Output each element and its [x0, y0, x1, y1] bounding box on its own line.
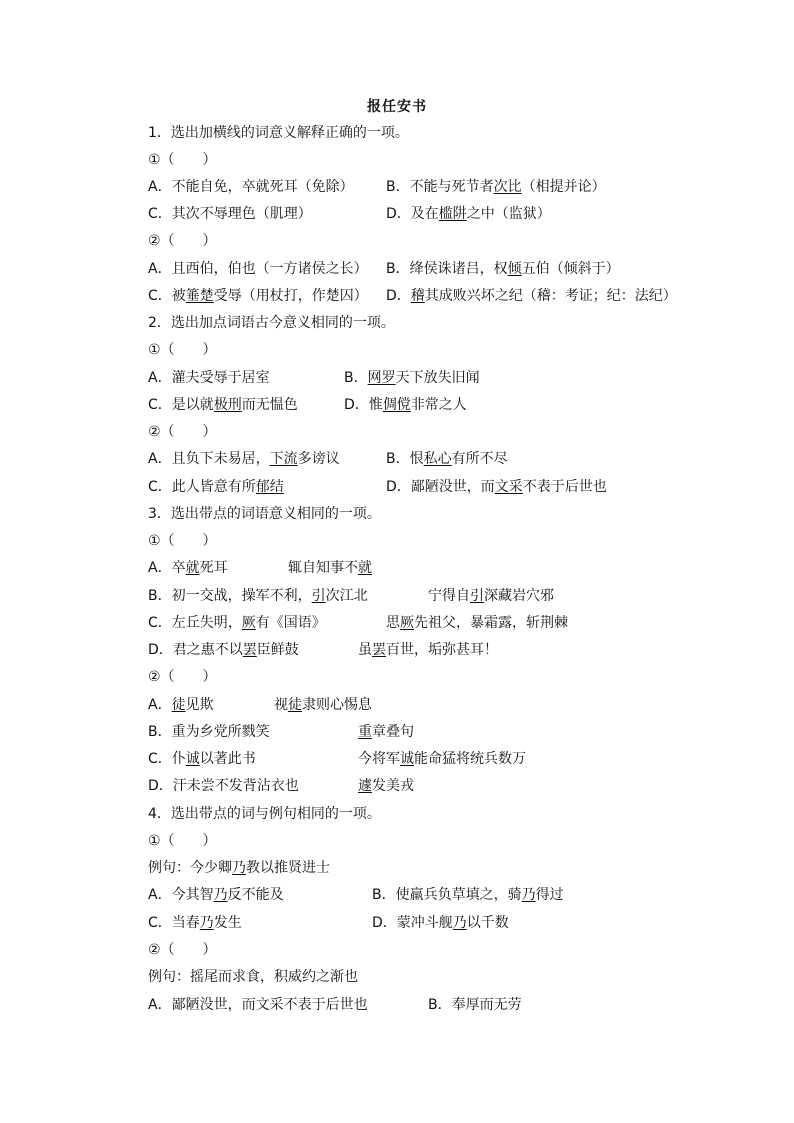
text-run: 能命猛将统兵数万	[414, 751, 526, 767]
option-second-column	[288, 559, 372, 577]
marked-word: 遽	[358, 778, 372, 794]
text-run: （相提并论）	[521, 179, 606, 195]
text-line	[148, 423, 217, 441]
text-run: 以千数	[466, 915, 509, 931]
text-run: C．当春	[148, 915, 200, 931]
text-run: B．	[344, 370, 368, 386]
text-run: 视	[274, 697, 288, 713]
marked-word: 倾	[507, 261, 522, 277]
text-line	[148, 260, 368, 278]
marked-word: 私心	[423, 451, 452, 467]
text-line	[148, 777, 299, 795]
text-run: 五伯（倾斜于）	[521, 261, 620, 277]
text-run: A．且负下未易居，	[148, 451, 270, 467]
text-run: 得过	[535, 887, 564, 903]
text-run: A．灌夫受辱于居室	[148, 370, 270, 386]
text-run: ①（ ）	[148, 152, 217, 168]
text-run: A．卒	[148, 560, 186, 576]
text-run: A．鄙陋没世，而文采不表于后世也	[148, 997, 368, 1013]
marked-word: 网罗	[367, 370, 396, 386]
text-run: D．及在	[386, 206, 439, 222]
text-run: 见欺	[185, 697, 214, 713]
text-run: B．使羸兵负草填之，骑	[372, 887, 522, 903]
text-run: 今将军	[358, 751, 400, 767]
text-line	[148, 668, 217, 686]
text-line	[148, 587, 368, 605]
text-line	[148, 941, 217, 959]
text-run: A．今其智	[148, 887, 214, 903]
marked-word: 郁结	[255, 479, 284, 495]
document-title: 报任安书	[367, 99, 427, 115]
option-second-column	[358, 777, 414, 795]
text-line	[148, 614, 326, 632]
option-second-column	[274, 696, 372, 714]
text-line	[148, 205, 312, 223]
text-run: 受辱（用杖打，作楚囚）	[213, 288, 368, 304]
text-line	[148, 832, 217, 850]
text-run: D．君之惠不以	[148, 642, 243, 658]
text-line	[148, 750, 256, 768]
text-run: 教以推贤进士	[246, 860, 330, 876]
text-line	[148, 559, 228, 577]
text-line	[148, 641, 299, 659]
text-run: 思	[386, 615, 400, 631]
marked-word: 就	[358, 560, 372, 576]
text-line	[148, 886, 284, 904]
marked-word: 乃	[521, 887, 536, 903]
marked-word: 引	[470, 588, 484, 604]
text-run: B．初一交战，操军不利，	[148, 588, 312, 604]
text-run: 4．选出带点的词与例句相同的一项。	[148, 806, 381, 822]
option-second-column	[344, 396, 467, 414]
text-line	[148, 314, 395, 332]
text-run: 发生	[213, 915, 242, 931]
option-second-column	[386, 450, 508, 468]
text-line	[148, 287, 368, 305]
text-run: C．左丘失明，	[148, 615, 242, 631]
marked-word: 倜傥	[382, 397, 411, 413]
text-run: 而无愠色	[241, 397, 298, 413]
text-run: 虽	[358, 642, 372, 658]
text-run: 之中（监狱）	[466, 206, 551, 222]
marked-word: 诚	[185, 751, 200, 767]
text-line	[148, 505, 381, 523]
text-run: A．且西伯，伯也（一方诸侯之长）	[148, 261, 368, 277]
option-second-column	[386, 205, 551, 223]
text-line	[148, 723, 270, 741]
option-second-column	[386, 178, 606, 196]
option-second-column	[428, 996, 522, 1014]
option-second-column	[358, 641, 498, 659]
text-run: A．不能自免，卒就死耳（免除）	[148, 179, 354, 195]
marked-word: 引	[311, 588, 326, 604]
option-second-column	[386, 614, 568, 632]
text-run: 臣鲜鼓	[256, 642, 299, 658]
text-line	[148, 805, 381, 823]
text-run: 死耳	[199, 560, 228, 576]
text-run: D．	[386, 288, 411, 304]
text-run: 次江北	[325, 588, 368, 604]
text-run: ②（ ）	[148, 233, 217, 249]
text-run: 辄自知事不	[288, 560, 358, 576]
text-run: D．惟	[344, 397, 383, 413]
text-run: 隶则心惕息	[302, 697, 372, 713]
marked-word: 乃	[452, 915, 467, 931]
marked-word: 箠楚	[185, 288, 214, 304]
text-run: 不表于后世也	[522, 479, 607, 495]
text-run: D．鄙陋没世，而	[386, 479, 495, 495]
text-run: B．绛侯诛诸吕，权	[386, 261, 508, 277]
text-line	[148, 232, 217, 250]
option-second-column	[358, 723, 414, 741]
option-second-column	[386, 478, 607, 496]
text-line	[148, 696, 214, 714]
marked-word: 厥	[241, 615, 256, 631]
text-run: B．不能与死节者	[386, 179, 494, 195]
marked-word: 重	[358, 724, 372, 740]
text-run: A．	[148, 697, 172, 713]
text-run: C．仆	[148, 751, 186, 767]
text-line	[148, 178, 354, 196]
text-run: 百世，垢弥甚耳！	[386, 642, 498, 658]
text-run: B．重为乡党所戮笑	[148, 724, 270, 740]
text-line	[148, 859, 330, 877]
marked-word: 乃	[199, 915, 214, 931]
text-line	[148, 996, 368, 1014]
marked-word: 徒	[288, 697, 302, 713]
option-second-column	[428, 587, 554, 605]
text-run: 深藏岩穴邪	[484, 588, 554, 604]
text-run: C．被	[148, 288, 186, 304]
text-run: 发美戎	[372, 778, 414, 794]
option-second-column	[358, 750, 526, 768]
text-run: 其成败兴坏之纪（稽：考证；纪：法纪）	[424, 288, 677, 304]
option-second-column	[344, 369, 480, 387]
marked-word: 极刑	[213, 397, 242, 413]
text-run: C．其次不辱理色（肌理）	[148, 206, 312, 222]
marked-word: 罢	[372, 642, 386, 658]
text-line	[148, 532, 217, 550]
text-run: ②（ ）	[148, 424, 217, 440]
marked-word: 下流	[269, 451, 298, 467]
marked-word: 乃	[213, 887, 228, 903]
marked-word: 乃	[232, 860, 246, 876]
marked-word: 厥	[400, 615, 414, 631]
text-run: 宁得自	[428, 588, 470, 604]
text-run: 2．选出加点词语古今意义相同的一项。	[148, 315, 395, 331]
text-run: 反不能及	[227, 887, 284, 903]
text-run: 例句：摇尾而求食，积威约之渐也	[148, 969, 358, 985]
text-run: 非常之人	[410, 397, 467, 413]
text-run: ①（ ）	[148, 342, 217, 358]
text-run: 以著此书	[199, 751, 256, 767]
text-line	[148, 450, 340, 468]
text-run: 例句：今少卿	[148, 860, 232, 876]
marked-word: 罢	[242, 642, 257, 658]
text-run: B．恨	[386, 451, 424, 467]
text-line	[148, 369, 270, 387]
marked-word: 徒	[171, 697, 186, 713]
marked-word: 就	[185, 560, 200, 576]
text-run: ②（ ）	[148, 669, 217, 685]
text-run: B．奉厚而无劳	[428, 997, 522, 1013]
text-line	[148, 914, 242, 932]
text-line	[148, 478, 284, 496]
text-line	[148, 396, 298, 414]
option-second-column	[372, 914, 509, 932]
text-run: 有《国语》	[255, 615, 326, 631]
text-run: C．此人皆意有所	[148, 479, 256, 495]
option-second-column	[386, 287, 677, 305]
marked-word: 次比	[493, 179, 522, 195]
option-second-column	[386, 260, 620, 278]
text-run: ②（ ）	[148, 942, 217, 958]
text-run: 有所不尽	[451, 451, 508, 467]
text-line	[148, 151, 217, 169]
option-second-column	[372, 886, 564, 904]
text-run: ①（ ）	[148, 833, 217, 849]
text-line	[148, 968, 358, 986]
marked-word: 文采	[494, 479, 523, 495]
marked-word: 槛阱	[438, 206, 467, 222]
text-run: 1．选出加横线的词意义解释正确的一项。	[148, 125, 409, 141]
text-run: 3．选出带点的词语意义相同的一项。	[148, 506, 381, 522]
marked-word: 稽	[410, 288, 425, 304]
text-run: ①（ ）	[148, 533, 217, 549]
text-run: 先祖父，暴霜露，斩荆棘	[414, 615, 568, 631]
text-run: 章叠句	[372, 724, 414, 740]
text-line	[148, 124, 409, 142]
text-run: 多谤议	[297, 451, 340, 467]
text-run: D．蒙冲斗舰	[372, 915, 453, 931]
marked-word: 诚	[400, 751, 414, 767]
text-line	[148, 341, 217, 359]
text-run: C．是以就	[148, 397, 214, 413]
text-run: D．汗未尝不发背沾衣也	[148, 778, 299, 794]
text-run: 天下放失旧闻	[395, 370, 480, 386]
